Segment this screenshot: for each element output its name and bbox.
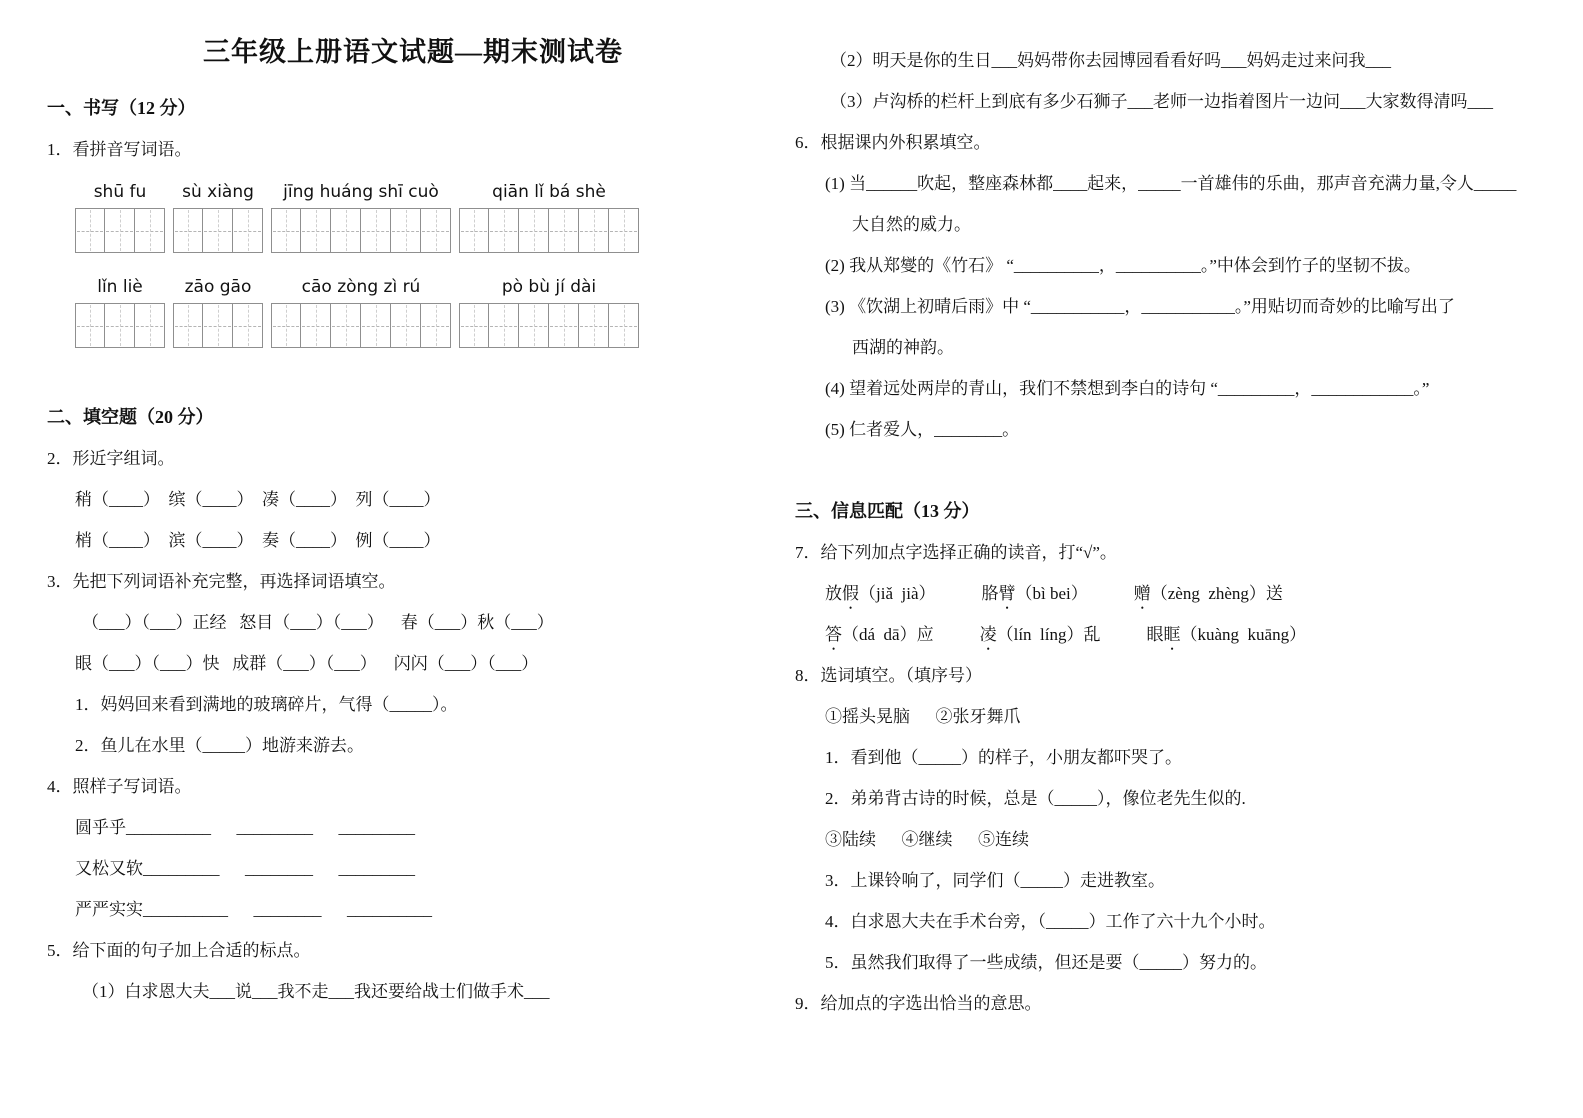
item-readings: （jiǎ jià）: [859, 584, 936, 603]
question-9-prompt: 9．给加点的字选出恰当的意思。: [795, 994, 1042, 1013]
pinyin-row-1: [47, 170, 759, 206]
writing-grid-group: [459, 208, 639, 253]
dotted-char: 假: [842, 584, 859, 603]
writing-cell: [361, 208, 391, 253]
dotted-char: 赠: [1133, 584, 1151, 603]
pronunciation-choice-item: [825, 625, 934, 644]
question-8-options-1: ①摇头晃脑 ②张牙舞爪: [825, 707, 1021, 726]
writing-cell: [459, 303, 489, 348]
writing-cell: [361, 303, 391, 348]
pronunciation-choice-item: [980, 625, 1101, 644]
section-2-heading: 二、填空题（20 分）: [47, 407, 214, 427]
writing-cell: [331, 208, 361, 253]
writing-cell: [609, 303, 639, 348]
writing-cell: [609, 208, 639, 253]
question-7-row-1: [795, 573, 1543, 614]
item-prefix: 胳: [981, 584, 999, 603]
item-readings: （dá dā）应: [842, 625, 934, 644]
question-6-item-3b: 西湖的神韵。: [852, 338, 954, 357]
pinyin-label: cāo zòng zì rú: [301, 277, 421, 297]
dotted-char: 答: [825, 625, 842, 644]
writing-grid-row-1: [47, 208, 759, 253]
writing-cell: [421, 303, 451, 348]
writing-cell: [421, 208, 451, 253]
writing-cell: [75, 303, 105, 348]
question-8-prompt: 8．选词填空。（填序号）: [795, 666, 982, 685]
item-readings: （lín líng）乱: [996, 625, 1101, 644]
writing-cell: [489, 208, 519, 253]
writing-grid-group: [271, 208, 451, 253]
writing-cell: [301, 208, 331, 253]
question-2-prompt: 2．形近字组词。: [47, 449, 175, 468]
writing-cell: [105, 303, 135, 348]
question-3-sub-1: 1．妈妈回来看到满地的玻璃碎片，气得（_____）。: [75, 695, 458, 714]
writing-grid-group: [271, 303, 451, 348]
pinyin-label: sù xiàng: [182, 182, 254, 202]
writing-cell: [203, 303, 233, 348]
question-5-item-1: （1）白求恩大夫___说___我不走___我还要给战士们做手术___: [82, 982, 550, 1001]
writing-cell: [173, 303, 203, 348]
question-6-prompt: 6．根据课内外积累填空。: [795, 133, 991, 152]
writing-cell: [233, 208, 263, 253]
question-1-prompt: 1．看拼音写词语。: [47, 140, 192, 159]
pinyin-row-2: [47, 265, 759, 301]
writing-grid-group: [173, 208, 263, 253]
pinyin-label: jīng huáng shī cuò: [283, 182, 439, 202]
pronunciation-choice-item: [1147, 625, 1307, 644]
writing-cell: [459, 208, 489, 253]
writing-cell: [549, 208, 579, 253]
pinyin-label: qiān lǐ bá shè: [492, 182, 606, 202]
writing-cell: [331, 303, 361, 348]
section-3-heading: 三、信息匹配（13 分）: [795, 501, 980, 521]
pinyin-label: lǐn liè: [97, 277, 143, 297]
dotted-char: 凌: [979, 625, 997, 644]
writing-cell: [489, 303, 519, 348]
right-column: [795, 16, 1543, 1024]
section-1-heading: 一、书写（12 分）: [47, 98, 196, 118]
writing-grid-group: [75, 303, 165, 348]
pinyin-label: shū fu: [93, 182, 147, 202]
writing-cell: [519, 303, 549, 348]
question-6-item-1b: 大自然的威力。: [852, 215, 971, 234]
question-8-item-2: 2．弟弟背古诗的时候，总是（_____），像位老先生似的.: [825, 789, 1246, 808]
question-4-prompt: 4．照样子写词语。: [47, 777, 192, 796]
question-6-item-4: (4) 望着远处两岸的青山，我们不禁想到李白的诗句 “_________，____________。”: [825, 379, 1430, 398]
writing-cell: [549, 303, 579, 348]
dotted-char: 臂: [998, 584, 1016, 603]
item-prefix: 放: [825, 584, 842, 603]
writing-cell: [105, 208, 135, 253]
question-8-item-5: 5．虽然我们取得了一些成绩，但还是要（_____）努力的。: [825, 953, 1267, 972]
question-6-item-2: (2) 我从郑燮的《竹石》 “__________，__________。”中体会到竹子的坚韧不拔。: [825, 256, 1421, 275]
item-readings: （kuàng kuāng）: [1180, 625, 1307, 644]
writing-cell: [391, 303, 421, 348]
writing-cell: [135, 208, 165, 253]
question-7-row-2: [795, 614, 1543, 655]
writing-cell: [579, 208, 609, 253]
question-4-line-3: 严严实实__________ ________ __________: [75, 900, 432, 919]
writing-cell: [391, 208, 421, 253]
question-8-options-2: ③陆续 ④继续 ⑤连续: [825, 830, 1029, 849]
question-5-item-3: （3）卢沟桥的栏杆上到底有多少石狮子___老师一边指着图片一边问___大家数得清吗___: [830, 92, 1493, 111]
pinyin-label: zāo gāo: [184, 277, 252, 297]
question-8-item-4: 4．白求恩大夫在手术台旁，（_____）工作了六十九个小时。: [825, 912, 1276, 931]
question-8-item-1: 1．看到他（_____）的样子，小朋友都吓哭了。: [825, 748, 1182, 767]
writing-grid-group: [173, 303, 263, 348]
question-3-sub-2: 2．鱼儿在水里（_____）地游来游去。: [75, 736, 364, 755]
writing-cell: [135, 303, 165, 348]
writing-cell: [519, 208, 549, 253]
writing-grid-group: [459, 303, 639, 348]
item-readings: （bì bei）: [1015, 584, 1088, 603]
question-2-line-2: 梢（____） 滨（____） 奏（____） 例（____）: [75, 531, 441, 550]
writing-cell: [75, 208, 105, 253]
question-6-item-5: (5) 仁者爱人，________。: [825, 420, 1020, 439]
writing-cell: [301, 303, 331, 348]
pinyin-label: pò bù jí dài: [501, 277, 597, 297]
writing-cell: [203, 208, 233, 253]
pronunciation-choice-item: [825, 584, 935, 603]
item-readings: （zèng zhèng）送: [1150, 584, 1283, 603]
question-3-line-2: 眼（___）（___）快 成群（___）（___） 闪闪（___）（___）: [75, 654, 539, 673]
question-6-item-1a: (1) 当______吹起，整座森林都____起来，_____一首雄伟的乐曲，那声音充满力量,令人_____: [825, 174, 1517, 193]
writing-cell: [233, 303, 263, 348]
writing-grid-group: [75, 208, 165, 253]
writing-cell: [271, 303, 301, 348]
pronunciation-choice-item: [1134, 584, 1283, 603]
writing-cell: [579, 303, 609, 348]
page-title: 三年级上册语文试题—期末测试卷: [203, 37, 623, 67]
question-4-line-2: 又松又软_________ ________ _________: [75, 859, 415, 878]
item-prefix: 眼: [1146, 625, 1164, 644]
question-7-prompt: 7．给下列加点字选择正确的读音，打“√”。: [795, 543, 1117, 562]
left-column: [47, 16, 759, 1024]
question-5-item-2: （2）明天是你的生日___妈妈带你去园博园看看好吗___妈妈走过来问我___: [830, 51, 1391, 70]
question-6-item-3a: (3) 《饮湖上初晴后雨》中 “___________，___________。”用贴切而奇妙的比喻写出了: [825, 297, 1455, 316]
question-3-line-1: （___）（___）正经 怒目（___）（___） 春（___）秋（___）: [82, 613, 554, 632]
question-8-item-3: 3．上课铃响了，同学们（_____）走进教室。: [825, 871, 1165, 890]
question-2-line-1: 稍（____） 缤（____） 凑（____） 列（____）: [75, 490, 441, 509]
writing-cell: [271, 208, 301, 253]
writing-grid-row-2: [47, 303, 759, 348]
pronunciation-choice-item: [981, 584, 1087, 603]
question-3-prompt: 3．先把下列词语补充完整，再选择词语填空。: [47, 572, 396, 591]
question-4-line-1: 圆乎乎__________ _________ _________: [75, 818, 415, 837]
question-5-prompt: 5．给下面的句子加上合适的标点。: [47, 941, 311, 960]
writing-cell: [173, 208, 203, 253]
dotted-char: 眶: [1163, 625, 1181, 644]
